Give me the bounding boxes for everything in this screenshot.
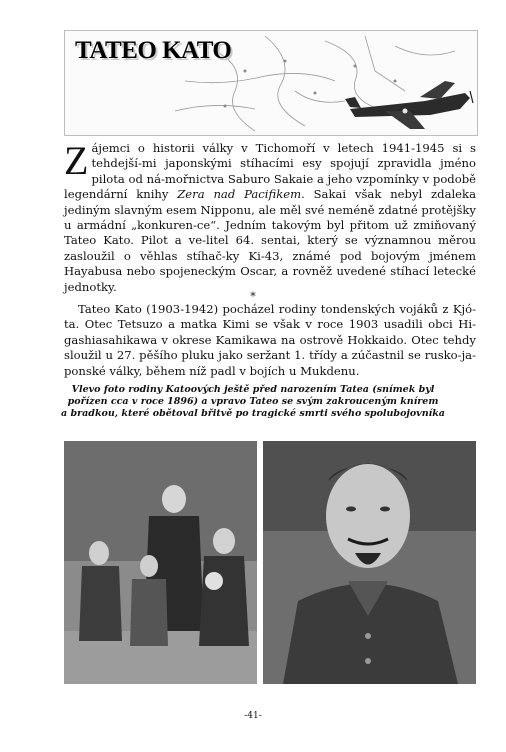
drop-cap: Z [64,138,89,183]
intro-text-segment: . Sakai však nebyl zdaleka jediným slavným esem Nipponu, ale měl své neméně zdatné protějšky u armádní „konkuren-ce“. Jedním takovým byl přitom už zmiňovaný Tateo Kato. Pilot a ve-litel 64. sentai, který se významnou měrou zasloužil o věhlas stíhač-ky Ki-43, známé pod bojovým jménem Hayabusa nebo spojeneckým Oscar, a rovněž uvedené stíhací letecké jednotky. [64,187,476,294]
biography-paragraph: Tateo Kato (1903-1942) pocházel rodiny tondenských vojáků z Kjó-ta. Otec Tetsuzo a matka Kimi se však v roce 1903 usadili obci Hi-gashiasahikawa v okrese Kamikawa na ostrově Hokkaido. Otec tehdy sloužil u 27. pěšího pluku jako seržant 1. třídy a zúčastnil se rusko-ja-ponské války, během níž padl v bojích u Mukdenu. [64,302,476,378]
intro-text-segment: Zera nad Pacifikem [177,187,302,202]
section-separator: * [250,290,256,303]
intro-text-segment: ájemci o historii války v Tichomoří v letech 1941-1945 si s tehdejší-mi japonskými stíhacími esy spojují zpravidla jméno pilota od ná-mořnictva Saburo Sakaie a jeho vzpomínky v podobě legendární knihy [64,141,476,202]
intro-paragraph [64,138,476,295]
tateo-kato-portrait [263,441,476,684]
airplane-icon [345,81,473,129]
photo-caption: Vlevo foto rodiny Katoových ještě před narozením Tatea (snímek byl pořízen cca v roce 1896) a vpravo Tateo se svým zakrouceným knírem a bradkou, které obětoval břitvě po tragické smrti svého spolubojovníka [61,384,445,419]
family-photo [64,441,257,684]
title-banner [64,30,478,136]
article-title: TATEO KATO [75,37,232,64]
page-number: -41- [244,711,262,721]
